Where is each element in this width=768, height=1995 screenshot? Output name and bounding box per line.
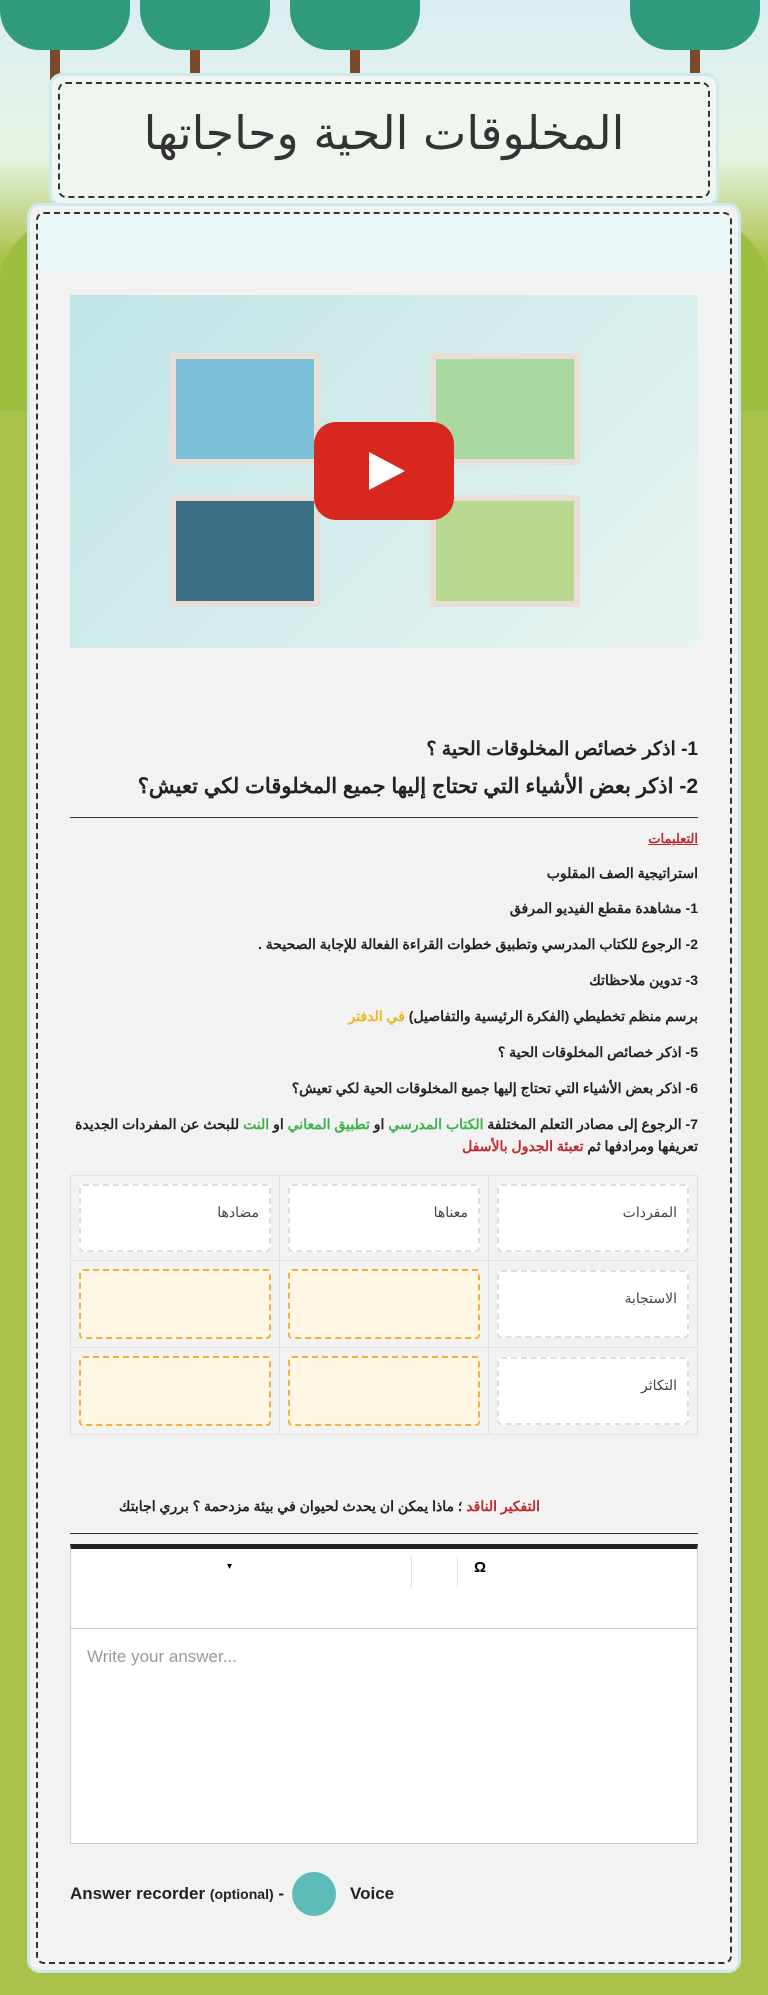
- row-word: الاستجابة: [497, 1270, 689, 1338]
- header-antonym: مضادها: [79, 1184, 271, 1252]
- critical-label: التفكير الناقد: [466, 1498, 540, 1514]
- record-button[interactable]: [292, 1872, 336, 1916]
- instruction-step-4: [70, 1006, 698, 1026]
- header-meaning: معناها: [288, 1184, 480, 1252]
- row-word: التكاثر: [497, 1357, 689, 1425]
- voice-label: Voice: [350, 1884, 395, 1903]
- video-player[interactable]: [70, 295, 698, 648]
- antonym-input[interactable]: [79, 1269, 271, 1339]
- meaning-input[interactable]: [288, 1356, 480, 1426]
- tree-decoration: [290, 0, 420, 50]
- question-1: 1- اذكر خصائص المخلوقات الحية ؟: [426, 739, 698, 760]
- header-vocab: المفردات: [497, 1184, 689, 1252]
- step4-highlight: في الدفتر: [348, 1008, 405, 1024]
- divider: [70, 817, 698, 818]
- editor-toolbar: [71, 1549, 697, 1629]
- step7-app: تطبيق المعاني: [287, 1116, 370, 1132]
- step4-text: برسم منظم تخطيطي (الفكرة الرئيسية والتفاصيل): [404, 1008, 698, 1024]
- instruction-step-5: 5- اذكر خصائص المخلوقات الحية ؟: [497, 1044, 698, 1060]
- divider: [70, 1533, 698, 1534]
- video-thumbnail-house: [430, 495, 580, 607]
- antonym-input[interactable]: [79, 1356, 271, 1426]
- step7-text: 7- الرجوع إلى مصادر التعلم المختلفة: [483, 1116, 698, 1132]
- answer-editor[interactable]: [70, 1544, 698, 1844]
- tree-decoration: [140, 0, 270, 50]
- title-card: [52, 76, 716, 204]
- tree-decoration: [0, 0, 130, 50]
- recorder-label: Answer recorder (optional) -: [70, 1884, 285, 1903]
- play-icon[interactable]: [314, 422, 454, 520]
- page-title: المخلوقات الحية وحاجاتها: [143, 106, 625, 160]
- step7-text: للبحث عن المفردات الجديدة تعريفها ومرادفها ثم: [75, 1116, 698, 1154]
- step7-fill: تعبئة الجدول بالأسفل: [462, 1138, 584, 1154]
- meaning-input[interactable]: [288, 1269, 480, 1339]
- step7-or: او: [369, 1116, 389, 1132]
- instructions-heading: التعليمات: [648, 831, 698, 846]
- table-row: [71, 1348, 698, 1435]
- table-header-row: [71, 1176, 698, 1261]
- special-char-icon[interactable]: Ω: [474, 1559, 487, 1576]
- video-thumbnail-sea: [170, 495, 320, 607]
- question-2: 2- اذكر بعض الأشياء التي تحتاج إليها جميع المخلوقات لكي تعيش؟: [137, 775, 698, 798]
- vocabulary-table: [70, 1175, 698, 1435]
- video-thumbnail-tree: [170, 353, 320, 465]
- instruction-step-7: [70, 1113, 698, 1157]
- instruction-step-2: 2- الرجوع للكتاب المدرسي وتطبيق خطوات القراءة الفعالة للإجابة الصحيحة .: [258, 936, 698, 952]
- step7-net: النت: [243, 1116, 270, 1132]
- answer-recorder: [70, 1872, 394, 1916]
- critical-thinking-question: [70, 1496, 540, 1516]
- step7-book: الكتاب المدرسي: [388, 1116, 484, 1132]
- instruction-step-1: 1- مشاهدة مقطع الفيديو المرفق: [509, 900, 698, 916]
- critical-text: ؛ ماذا يمكن ان يحدث لحيوان في بيئة مزدحمة ؟ برري اجابتك: [118, 1498, 467, 1514]
- table-row: [71, 1261, 698, 1348]
- instruction-step-6: 6- اذكر بعض الأشياء التي تحتاج إليها جميع المخلوقات الحية لكي تعيش؟: [291, 1080, 698, 1096]
- step7-or: او: [269, 1116, 288, 1132]
- tree-decoration: [630, 0, 760, 50]
- instruction-strategy: استراتيجية الصف المقلوب: [546, 865, 698, 881]
- format-dropdown[interactable]: ▾: [227, 1561, 233, 1572]
- instruction-step-3: 3- تدوين ملاحظاتك: [589, 972, 698, 988]
- answer-input[interactable]: Write your answer...: [87, 1647, 237, 1666]
